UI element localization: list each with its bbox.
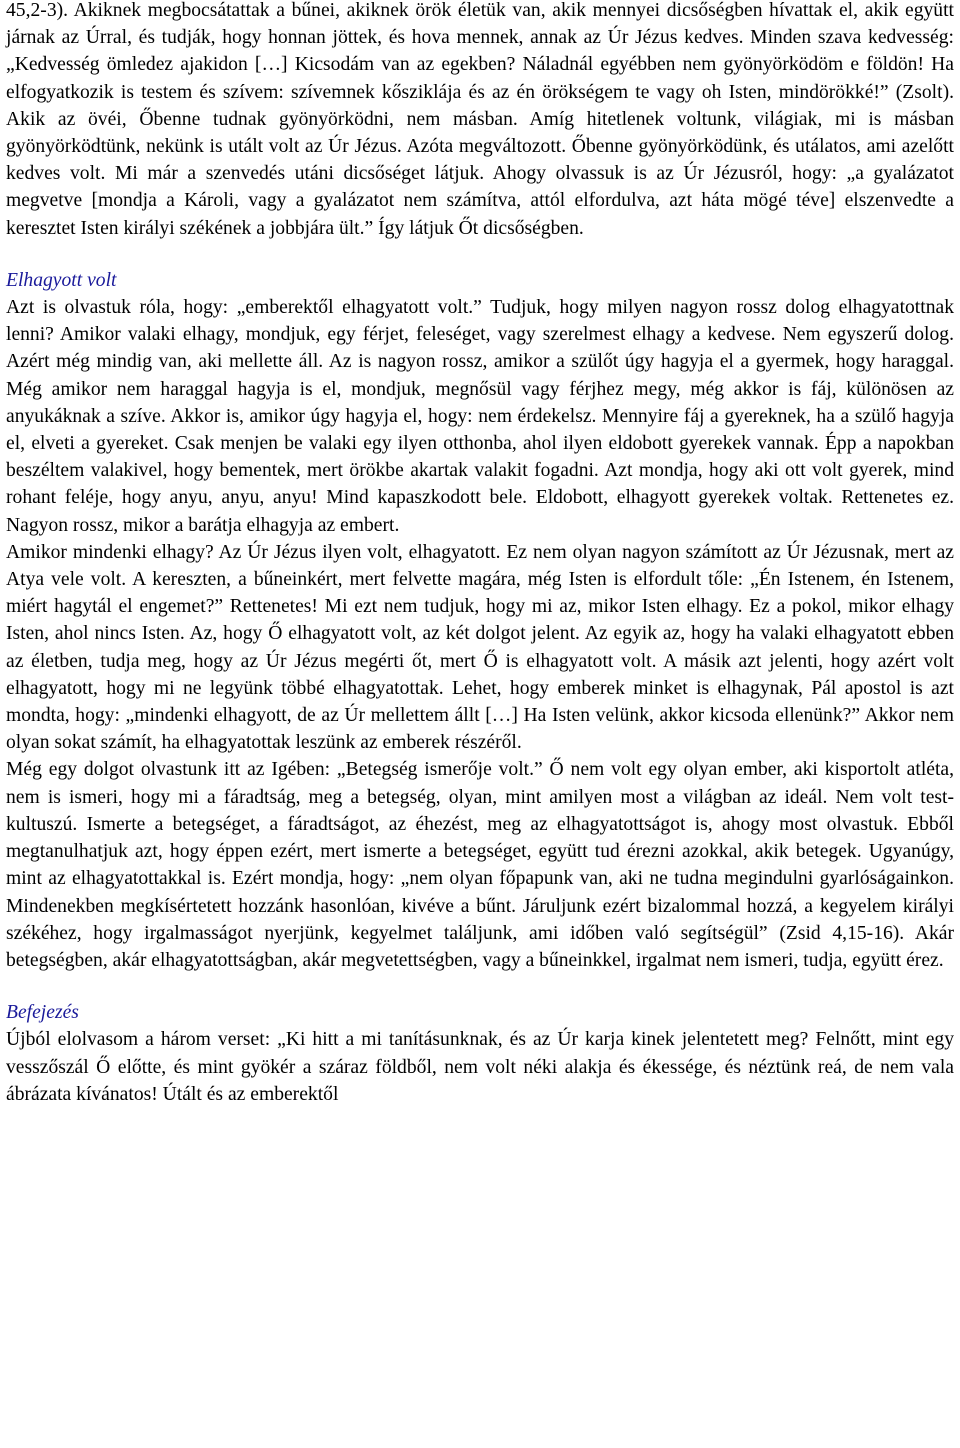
- paragraph-elhagyott-3: Még egy dolgot olvastunk itt az Igében: „Betegség ismerője volt.” Ő nem volt egy olyan ember, aki kisportolt atléta, nem is ismeri, hogy mi a fáradtság, meg a betegség, olyan, mint amilyen most a világban az ideál. Nem volt test-kultuszú. Ismerte a betegséget, a fáradtságot, az éhezést, meg az elhagyatottságot is, ahogy most olvastuk. Ebből megtanulhatjuk azt, hogy éppen ezért, mert ismerte a betegséget, együtt tud érezni azokkal, akik betegek. Ugyanúgy, mint az elhagyatottakkal is. Ezért mondja, hogy: „nem olyan főpapunk van, aki ne tudna megindulni gyarlóságainkon. Mindenekben megkísértetett hozzánk hasonlóan, kivéve a bűnt. Járuljunk ezért bizalommal hozzá, a kegyelem királyi székéhez, hogy irgalmasságot nyerjünk, kegyelmet találjunk, ami időben való segítségül” (Zsid 4,15-16). Akár betegségben, akár elhagyatottságban, akár megvetettségben, vagy a bűneinkkel, irgalmat nem ismeri, tudja, együtt érez.: [6, 759, 954, 971]
- section-gap: [6, 242, 954, 267]
- section-heading-elhagyott: Elhagyott volt: [6, 269, 117, 291]
- document-page: [6, 0, 954, 1108]
- paragraph-elhagyott-2: Amikor mindenki elhagy? Az Úr Jézus ilyen volt, elhagyatott. Ez nem olyan nagyon számított az Úr Jézusnak, mert az Atya vele volt. A kereszten, a bűneinkért, mert felvette magára, még Isten is elfordult tőle: „Én Istenem, én Istenem, miért hagytál el engemet?” Rettenetes! Mi ezt nem tudjuk, hogy mi az, mikor Isten elhagy. Ez a pokol, mikor elhagy Isten, ahol nincs Isten. Az, hogy Ő elhagyatott volt, az két dolgot jelent. Az egyik az, hogy ha valaki elhagyatott ebben az életben, tudja meg, hogy az Úr Jézus megérti őt, mert Ő is elhagyatott volt. A másik azt jelenti, hogy azért volt elhagyatott, hogy mi ne legyünk többé elhagyatottak. Lehet, hogy emberek minket is elhagynak, Pál apostol is azt mondta, hogy: „mindenki elhagyott, de az Úr mellettem állt […] Ha Isten velünk, akkor kicsoda ellenünk?” Akkor nem olyan sokat számít, ha elhagyatottak leszünk az emberek részéről.: [6, 541, 954, 754]
- paragraph-elhagyott-1: Azt is olvastuk róla, hogy: „emberektől elhagyatott volt.” Tudjuk, hogy milyen nagyon rossz dolog elhagyatottnak lenni? Amikor valaki elhagy, mondjuk, egy férjet, feleséget, vagy szerelmest elhagy a kedvese. Nem egyszerű dolog. Azért még mindig van, aki mellette áll. Az is nagyon rossz, amikor a szülőt úgy hagyja el a gyermek, hogy haraggal. Még amikor nem haraggal hagyja is el, mondjuk, megnősül vagy férjhez megy, még akkor is fáj, különösen az anyukáknak a szíve. Akkor is, amikor úgy hagyja el, hogy: nem érdekelsz. Mennyire fáj a gyereknek, ha a szülő hagyja el, elveti a gyereket. Csak menjen be valaki egy ilyen otthonba, ahol ilyen eldobott gyerekek vannak. Épp a napokban beszéltem valakivel, hogy bementek, mert örökbe akartak valakit fogadni. Azt mondja, hogy aki ott volt gyerek, mind rohant feléje, hogy anyu, anyu, anyu! Mind kapaszkodott bele. Eldobott, elhagyott gyerekek voltak. Rettenetes ez. Nagyon rossz, mikor a barátja elhagyja az embert.: [6, 297, 954, 536]
- section-heading-befejezes: Befejezés: [6, 1002, 79, 1024]
- section-gap: [6, 974, 954, 999]
- paragraph-befejezes: Újból elolvasom a három verset: „Ki hitt a mi tanításunknak, és az Úr karja kinek jelentetett meg? Felnőtt, mint egy vesszőszál Ő előtte, és mint gyökér a száraz földből, nem volt néki alakja és ékessége, és néztünk reá, de nem vala ábrázata kívánatos! Útált és az emberektől: [6, 1029, 954, 1105]
- paragraph-intro: 45,2-3). Akiknek megbocsátattak a bűnei, akiknek örök életük van, akik mennyei dicsőségben hívattak el, akik együtt járnak az Úrral, és tudják, hogy honnan jöttek, és hova mennek, annak az Úr Jézus kedves. Minden szava kedvesség: „Kedvesség ömledez ajakidon […] Kicsodám van az egekben? Náladnál egyébben nem gyönyörködöm e földön! Ha elfogyatkozik is testem és szívem: szívemnek kősziklája és az én örökségem te vagy oh Isten, mindörökké!” (Zsolt). Akik az övéi, Őbenne tudnak gyönyörködni, nem másban. Amíg hitetlenek voltunk, világiak, mi is másban gyönyörködtünk, nekünk is utált volt az Úr Jézus. Azóta megváltozott. Őbenne gyönyörködünk, és utálatos, ami azelőtt kedves volt. Mi már a szenvedés utáni dicsőséget látjuk. Ahogy olvassuk is az Úr Jézusról, hogy: „a gyalázatot megvetve [mondja a Károli, vagy a gyalázatot nem számítva, attól elfordulva, azt háta mögé téve] elszenvedte a keresztet Isten királyi székének a jobbjára ült.” Így látjuk Őt dicsőségben.: [6, 0, 954, 239]
